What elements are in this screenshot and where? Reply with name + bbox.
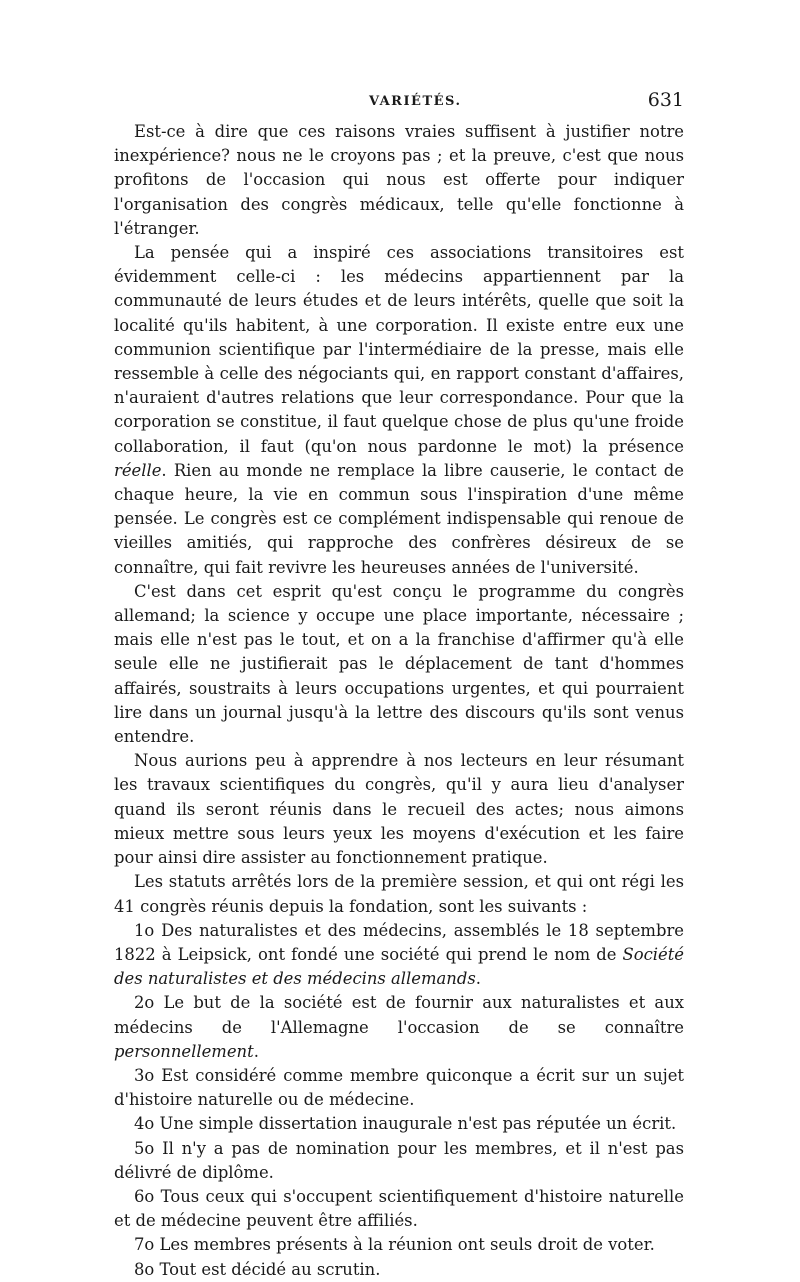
statute-2: 2o Le but de la société est de fournir aux naturalistes et aux médecins de l'Allemagne l'occasion de se connaître personnellement. [114, 993, 684, 1061]
society-name: Société des naturalistes et des médecins allemands [114, 944, 684, 989]
page-number: 631 [647, 89, 684, 111]
body-text [114, 120, 684, 1282]
running-title: VARIÉTÉS. [369, 94, 462, 109]
paragraph-4: Nous aurions peu à apprendre à nos lecteurs en leur résumant les travaux scientifiques du congrès, qu'il y aura lieu d'analyser quand ils seront réunis dans le recueil des actes; nous aimons mieux mettre sous leurs yeux les moyens d'exécution et les faire pour ainsi dire assister au fonctionnement pratique. [114, 751, 684, 868]
statute-5: 5o Il n'y a pas de nomination pour les membres, et il n'est pas délivré de diplôme. [114, 1138, 684, 1182]
paragraph-5: Les statuts arrêtés lors de la première session, et qui ont régi les 41 congrès réunis depuis la fondation, sont les suivants : [114, 872, 684, 916]
book-page [114, 89, 684, 1282]
italic-term: personnellement [114, 1041, 254, 1061]
statute-6: 6o Tous ceux qui s'occupent scientifiquement d'histoire naturelle et de médecine peuvent être affiliés. [114, 1186, 684, 1231]
statute-1: 1o Des naturalistes et des médecins, assemblés le 18 septembre 1822 à Leipsick, ont fondé une société qui prend le nom de Société des naturalistes et des médecins allemands. [114, 920, 684, 989]
paragraph-3: C'est dans cet esprit qu'est conçu le programme du congrès allemand; la science y occupe une place importante, nécessaire ; mais elle n'est pas le tout, et on a la franchise d'affirmer qu'à elle seule elle ne justifierait pas le déplacement de tant d'hommes affairés, soustraits à leurs occupations urgentes, et qui pourraient lire dans un journal jusqu'à la lettre des discours qu'ils sont venus entendre. [114, 581, 684, 747]
statute-7: 7o Les membres présents à la réunion ont seuls droit de voter. [134, 1235, 655, 1255]
statute-3: 3o Est considéré comme membre quiconque a écrit sur un sujet d'histoire naturelle ou de médecine. [114, 1065, 684, 1110]
page-header [114, 89, 684, 120]
paragraph-2: La pensée qui a inspiré ces associations transitoires est évidemment celle-ci : les médecins appartiennent par la communauté de leurs études et de leurs intérêts, quelle que soit la localité qu'ils habitent, à une corporation. Il existe entre eux une communion scientifique par l'intermédiaire de la presse, mais elle ressemble à celle des négociants qui, en rapport constant d'affaires, n'auraient d'autres relations que leur correspondance. Pour que la corporation se constitue, il faut quelque chose de plus qu'une froide collaboration, il faut (qu'on nous pardonne le mot) la présence réelle. Rien au monde ne remplace la libre causerie, le contact de chaque heure, la vie en commun sous l'inspiration d'une même pensée. Le congrès est ce complément indispensable qui renoue de vieilles amitiés, qui rapproche des confrères désireux de se connaître, qui fait revivre les heureuses années de l'université. [114, 243, 684, 577]
statute-8: 8o Tout est décidé au scrutin. [134, 1259, 381, 1279]
statute-4: 4o Une simple dissertation inaugurale n'est pas réputée un écrit. [134, 1114, 677, 1134]
italic-term: réelle [114, 460, 162, 480]
paragraph-1: Est-ce à dire que ces raisons vraies suffisent à justifier notre inexpérience? nous ne le croyons pas ; et la preuve, c'est que nous profitons de l'occasion qui nous est offerte pour indiquer l'organisation des congrès médicaux, telle qu'elle fonctionne à l'étranger. [114, 122, 684, 238]
